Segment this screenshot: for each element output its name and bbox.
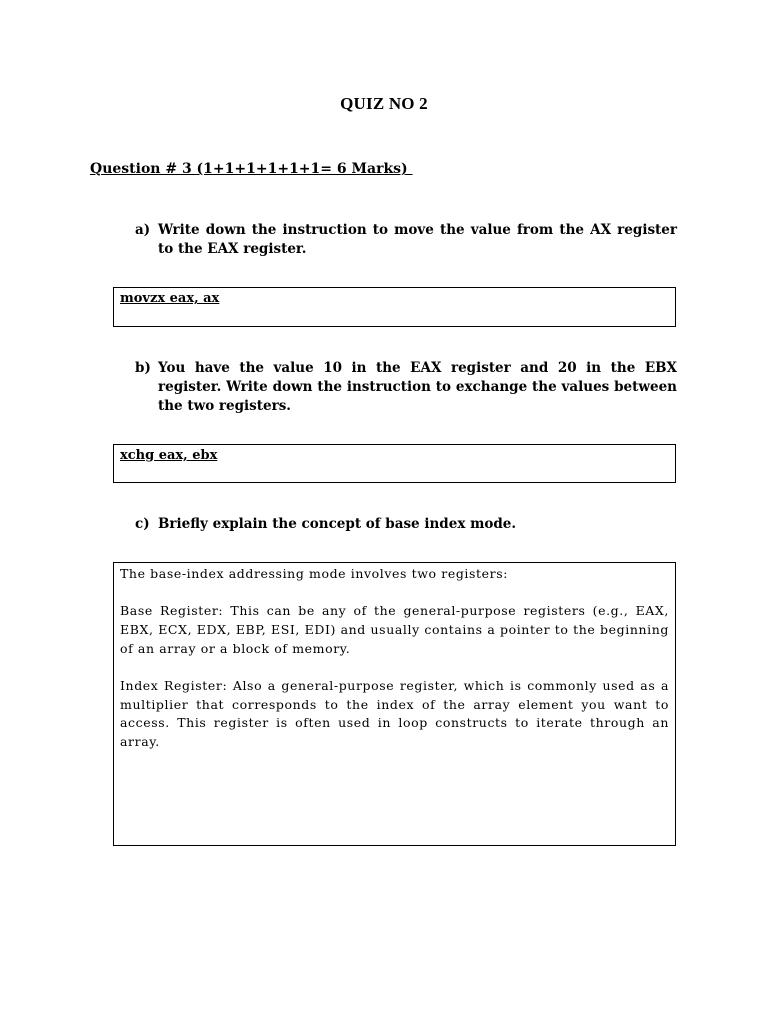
- question-a-marker: a): [135, 222, 151, 238]
- answer-b-code: xchg eax, ebx: [120, 448, 218, 463]
- question-a-text: Write down the instruction to move the value from the AX register to the EAX register.: [158, 222, 677, 257]
- question-c-text: Briefly explain the concept of base index mode.: [158, 516, 517, 532]
- answer-box-b[interactable]: [113, 444, 676, 483]
- question-b-text: You have the value 10 in the EAX register and 20 in the EBX register. Write down the instruction to exchange the values between the two registers.: [158, 360, 677, 414]
- quiz-title: QUIZ NO 2: [340, 94, 428, 113]
- question-a: [135, 221, 677, 259]
- question-c-marker: c): [135, 516, 150, 532]
- answer-c-paragraph-index-register: Index Register: Also a general-purpose register, which is commonly used as a multiplier that corresponds to the index of the array element you want to access. This register is often used in loop constructs to iterate through an array.: [120, 677, 669, 749]
- answer-box-c[interactable]: [113, 562, 676, 846]
- answer-a-code: movzx eax, ax: [120, 291, 220, 306]
- question-c: [135, 515, 677, 534]
- question-heading: Question # 3 (1+1+1+1+1+1= 6 Marks): [90, 161, 413, 177]
- question-b-marker: b): [135, 360, 151, 376]
- answer-box-a[interactable]: [113, 287, 676, 327]
- answer-c-paragraph-intro: The base-index addressing mode involves two registers:: [120, 566, 509, 581]
- question-b: [135, 359, 677, 416]
- answer-c-explanation: [114, 563, 675, 752]
- answer-c-paragraph-base-register: Base Register: This can be any of the general-purpose registers (e.g., EAX, EBX, ECX, EDX, EBP, ESI, EDI) and usually contains a pointer to the beginning of an array or a block of memory.: [120, 603, 669, 656]
